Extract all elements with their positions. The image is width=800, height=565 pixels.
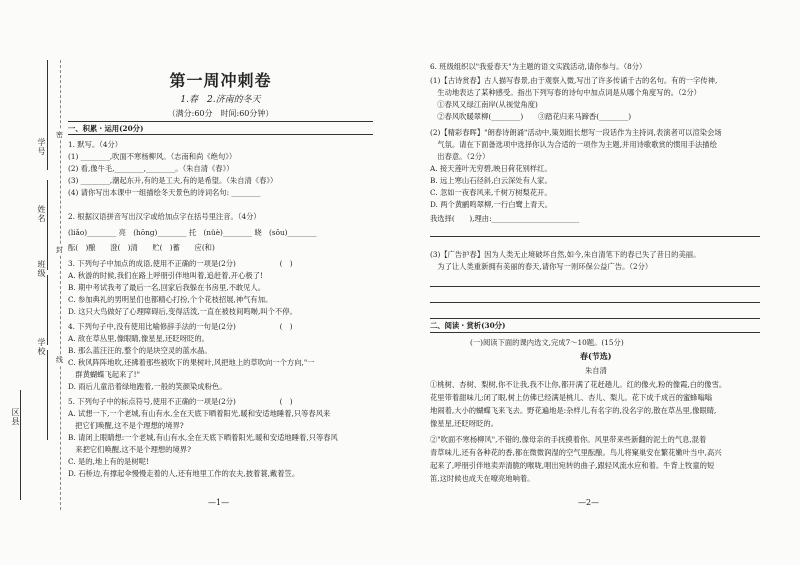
- option-line: 来把它们唤醒,这不是个理想的境界?: [68, 445, 191, 454]
- passage-line: ①桃树、杏树、梨树,你不让我,我不让你,都开满了花赶趟儿。红的像火,粉的像霞,白的像雪。: [430, 380, 727, 389]
- student-id-line[interactable]: [47, 60, 48, 170]
- option-line: D. 这只大鸟做好了心理障碍后,变得活泼,一直在被枝间鸣啭,叫个不停。: [68, 307, 297, 316]
- option-line: D. 雨后儿童沿着绿地跑着,一般的笑颜染成粉色。: [68, 382, 227, 391]
- question-line: 1. 默写。（4分）: [68, 140, 123, 149]
- label-student-id: 学号: [37, 138, 46, 156]
- question-line: (1)【古诗赏春】古人描写春景,由于观察入微,写出了许多传诵千古的名句。有的一字传神,: [430, 76, 718, 85]
- pinyin-row[interactable]: (liǎo)________ 亮 (hōng)________ 托 (nüè)________ 晓 (sǒu)________: [68, 228, 317, 237]
- option-line: B. 请闭上眼睛想:一个老城,有山有水,全在天底下晒着阳光,暖和安适地睡着,只等春风: [68, 433, 338, 442]
- option-line: C. 是的,地上有的是树呢!: [68, 457, 149, 466]
- seal-mark-mi: 密: [56, 131, 63, 139]
- question-line: ①春风又绿江南岸(从视觉角度): [430, 100, 538, 109]
- question-line[interactable]: 3. 下列句子中加点的成语,使用不正确的一项是(2分) ( ): [68, 259, 293, 268]
- question-line: 生动地表达了某种感受。指出下列写春的诗句中加点词是从哪个角度写的。（2分）: [430, 88, 701, 97]
- question-line[interactable]: (1) ________,吹面不寒杨柳风。（志南和尚《绝句》）: [68, 152, 237, 161]
- paper-score-time: （满分:60分 时间:60分钟）: [167, 109, 274, 118]
- seal-mark-feng: 封: [56, 246, 63, 254]
- district-line[interactable]: [20, 390, 21, 500]
- passage-line: 笛,这时候也成天在嘹亮地响着。: [430, 474, 535, 483]
- question-line[interactable]: (4) 请你写出本课中一组描绘冬天景色的诗词名句: ________: [68, 188, 261, 197]
- label-school: 学校: [37, 338, 46, 356]
- answer-rule[interactable]: [430, 286, 760, 287]
- section-heading: 一、积累・运用(20分): [68, 124, 144, 133]
- annotate-row[interactable]: 酝( )酿 澄( )清 贮( )蓄 应(和): [68, 243, 215, 252]
- passage-line: 地闹着,大小的蝴蝶飞来飞去。野花遍地是:杂样儿,有名字的,没名字的,散在草丛里,像眼睛,: [430, 406, 717, 415]
- option-line: 把它们唤醒,这不是个理想的境界?: [68, 421, 184, 430]
- option-line: D. 两个黄鹂鸣翠柳,一行白鹭上青天。: [430, 200, 553, 209]
- section-heading: 二、阅读・赏析(30分): [430, 321, 506, 330]
- question-line: 气氛。请在下面备选项中选择你认为合适的一项作为主题,并用诗歌歌赏的惯用手法描绘: [430, 140, 717, 149]
- name-line[interactable]: [47, 180, 48, 270]
- paper-title: 第一周冲刺卷: [169, 71, 272, 90]
- option-line: C. 参加典礼的男明星们也都精心打扮,个个花枝招展,神气有加。: [68, 295, 273, 304]
- seal-dashed-line: [60, 60, 61, 510]
- question-line: 出春意。（2分）: [430, 152, 490, 161]
- answer-rule[interactable]: [430, 302, 760, 303]
- seal-mark-xian: 线: [56, 356, 63, 364]
- option-line: D. 石桥边,有撑起伞慢慢走着的人,还有地里工作的农夫,披着蓑,戴着笠。: [68, 469, 300, 478]
- question-line: 2. 根据汉语拼音写出汉字或给加点字在括号里注音。（4分）: [68, 212, 261, 221]
- passage-line: ②"吹面不寒杨柳风",不错的,像母亲的手抚摸着你。风里带来些新翻的泥土的气息,混着: [430, 435, 707, 444]
- option-line: B. 期中考试我考了最后一名,回家后我躲在书房里,不敢见人。: [68, 283, 266, 292]
- option-line: A. 敌在草丛里,像眼睛,像星星,还眨呀眨的。: [68, 334, 209, 343]
- option-line: A. 秋游的时候,我们在路上呼朋引伴地叫着,追赶着,开心极了!: [68, 271, 263, 280]
- question-line[interactable]: (2) 看,像牛毛,________,________。（朱自清《春》）: [68, 164, 234, 173]
- passage-line: 青草味儿,还有各种花的香,都在微微润湿的空气里酝酿。鸟儿将窠巢安在繁花嫩叶当中,高兴: [430, 448, 722, 457]
- page-number-left: —1—: [208, 498, 230, 507]
- label-district: 区县: [11, 408, 20, 426]
- passage-title: 春(节选): [580, 351, 612, 361]
- option-line: A. 接天莲叶无穷碧,映日荷花别样红。: [430, 164, 552, 173]
- school-line[interactable]: [47, 350, 48, 440]
- passage-author: 朱自清: [585, 366, 607, 375]
- left-page: [68, 0, 373, 565]
- question-line[interactable]: 5. 下列句子中的标点符号,使用不正确的一项是(2分) ( ): [68, 397, 293, 406]
- passage-line: 像星星,还眨呀眨的。: [430, 419, 498, 428]
- question-line: 为了让人类重新拥有美丽的春天,请你写一则环保公益广告。（2分）: [430, 262, 653, 271]
- reading-intro: (一)阅读下面的课内选文,完成7～10题。(15分): [470, 338, 624, 347]
- paper-subtitle: 1.春 2.济南的冬天: [180, 95, 261, 105]
- question-line[interactable]: (3) ________,潮起东升,有的是工夫,有的是希望。（朱自清《春》）: [68, 176, 278, 185]
- divider: [68, 121, 373, 122]
- question-line: (2)【精彩春晖】"朗春诗朗诵"活动中,策划组长想写一段话作为主持词,表演者可以渲染会场: [430, 128, 722, 137]
- divider: [68, 134, 373, 135]
- passage-line: 起来了,呼朋引伴地卖弄清脆的喉咙,唱出宛转的曲子,跟轻风流水应和着。牛背上牧童的短: [430, 461, 715, 470]
- question-line[interactable]: 4. 下列句子中,没有使用比喻修辞手法的一句是(2分) ( ): [68, 322, 293, 331]
- answer-rule[interactable]: [430, 236, 760, 237]
- divider: [430, 332, 760, 333]
- option-line: B. 远上寒山石径斜,白云深处有人家。: [430, 176, 552, 185]
- label-name: 姓名: [37, 205, 46, 223]
- answer-line[interactable]: ②春风吹暖翠柳(________) ③踏花归来马蹄香(________): [430, 112, 632, 121]
- option-line: A. 试想一下,一个老城,有山有水,全在天底下晒着阳光,暖和安适地睡着,只等春风来: [68, 409, 331, 418]
- divider: [430, 318, 760, 319]
- right-page: [430, 0, 780, 565]
- label-class: 班级: [37, 260, 46, 278]
- page-number-right: —2—: [578, 498, 600, 507]
- question-line: (3)【广告护春】因为人类无止境破坏自然,如今,朱自清笔下的春已失了昔日的美丽。: [430, 250, 701, 259]
- passage-line: 花里带着甜味儿;闭了眼,树上仿佛已经满是桃儿、杏儿、梨儿。花下成千成百的蜜蜂嗡嗡: [430, 393, 713, 402]
- answer-line[interactable]: 我选择( ),理由:________________________: [430, 214, 580, 223]
- option-line: C. 秋风阵阵地吹,还拂着那些被吹下的果树叶,风把地上的草吹向一个方向,"一: [68, 358, 315, 367]
- question-line: 6. 班级组织以"我爱春天"为主题的语文实践活动,请你参与。（8分）: [430, 62, 647, 71]
- class-line[interactable]: [47, 275, 48, 345]
- option-line: 群黄蝴蝶飞起来了!": [68, 370, 140, 379]
- option-line: B. 那么蓝汪汪的,整个的是块空灵的蓝水晶。: [68, 346, 212, 355]
- option-line: C. 忽如一夜春风来,千树万树梨花开。: [430, 188, 552, 197]
